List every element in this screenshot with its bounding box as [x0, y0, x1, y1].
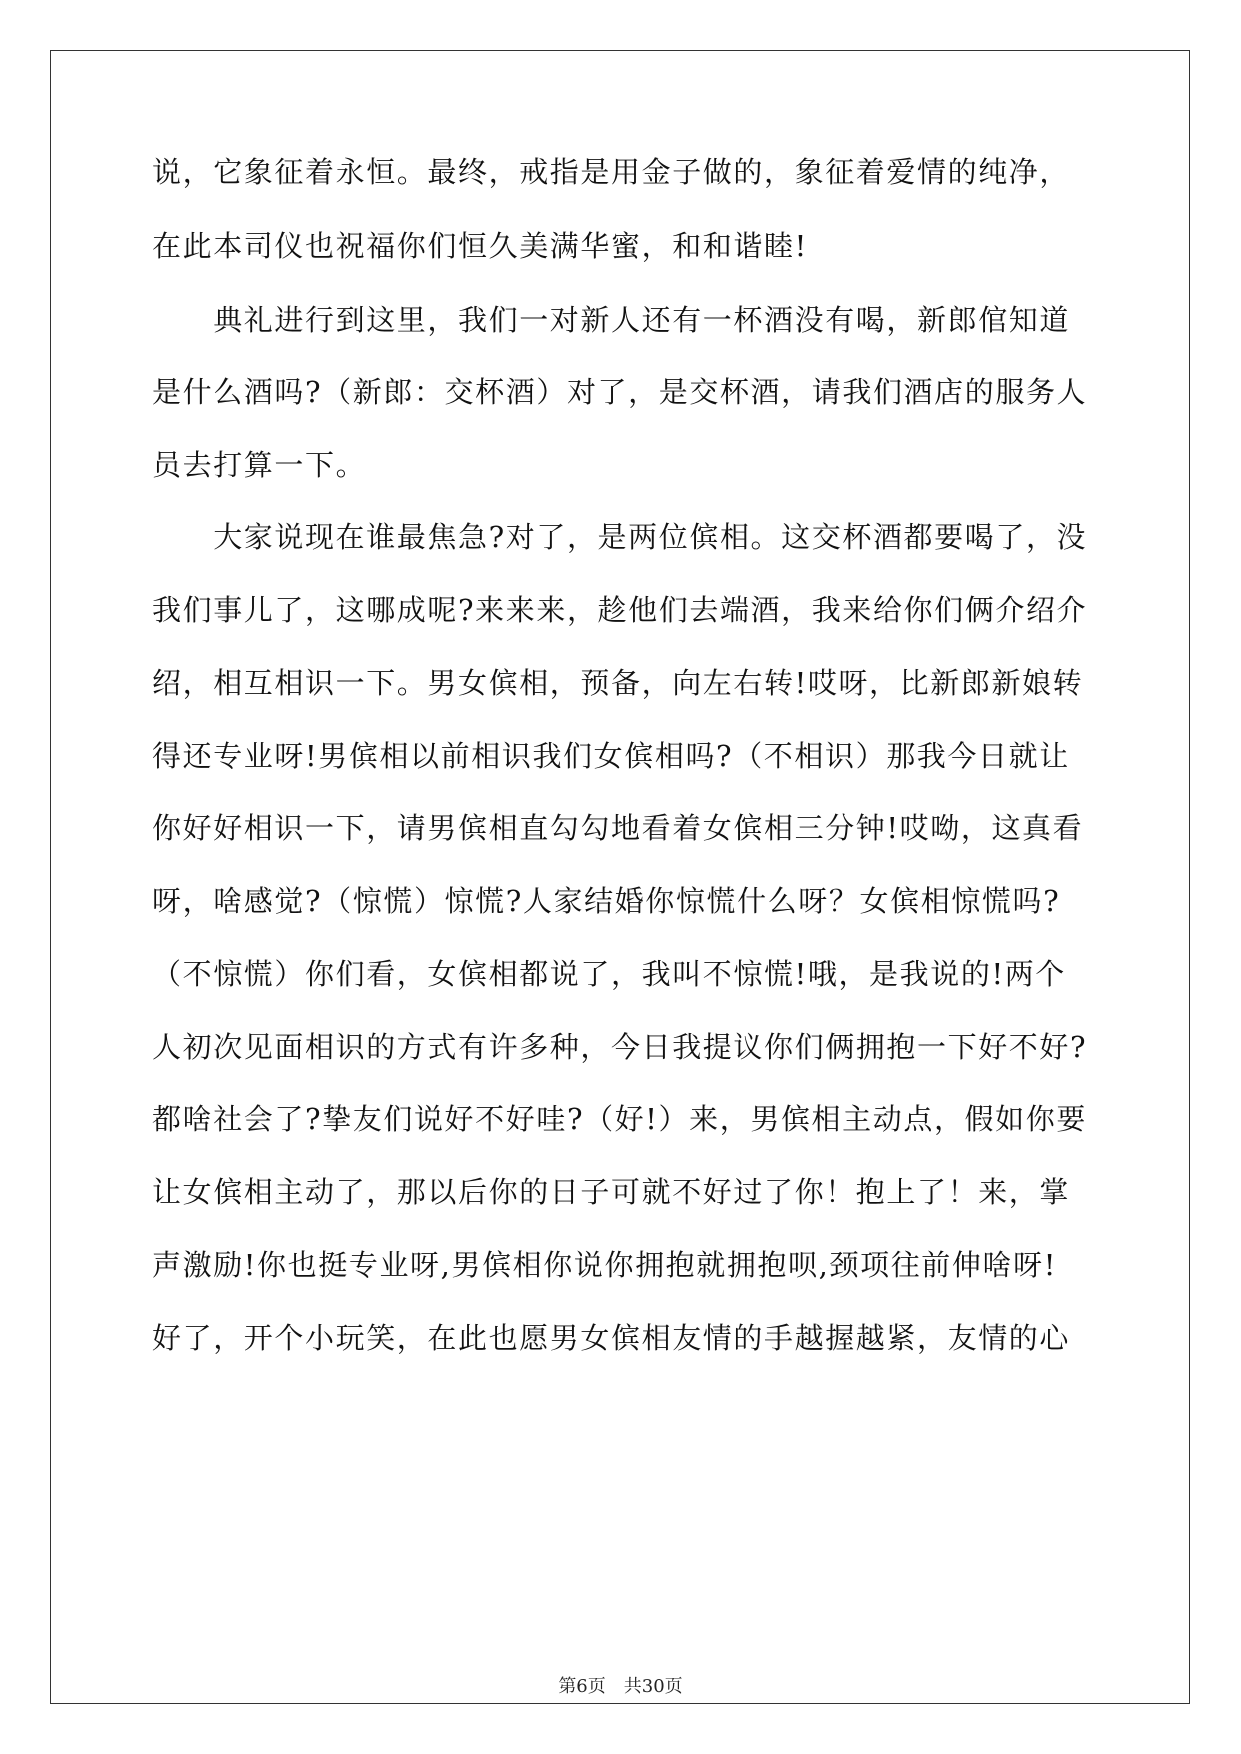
text-line: 我们事儿了，这哪成呢?来来来，趁他们去端酒，我来给你们俩介绍介: [152, 593, 1088, 627]
page-border: [50, 50, 1190, 1704]
text-line: 是什么酒吗?（新郎：交杯酒）对了，是交杯酒，请我们酒店的服务人: [152, 375, 1088, 409]
text-line: 让女傧相主动了，那以后你的日子可就不好过了你！抱上了！来，掌: [152, 1175, 1071, 1209]
text-line: 绍，相互相识一下。男女傧相，预备，向左右转!哎呀，比新郎新娘转: [152, 666, 1084, 700]
text-line: 大家说现在谁最焦急?对了，是两位傧相。这交杯酒都要喝了，没: [152, 520, 1088, 554]
text-line: 得还专业呀!男傧相以前相识我们女傧相吗?（不相识）那我今日就让: [152, 739, 1070, 773]
text-line: 呀，啥感觉?（惊慌）惊慌?人家结婚你惊慌什么呀？女傧相惊慌吗?: [152, 884, 1061, 918]
text-line: 说，它象征着永恒。最终，戒指是用金子做的，象征着爱情的纯净，: [152, 155, 1071, 189]
text-line: 声激励!你也挺专业呀,男傧相你说你拥抱就拥抱呗,颈项往前伸啥呀!: [152, 1248, 1057, 1282]
text-line: 在此本司仪也祝福你们恒久美满华蜜，和和谐睦!: [152, 229, 808, 263]
page-number-footer: 第6页 共30页: [558, 1676, 683, 1697]
text-line: 好了，开个小玩笑，在此也愿男女傧相友情的手越握越紧，友情的心: [152, 1321, 1071, 1355]
text-line: 都啥社会了?挚友们说好不好哇?（好!）来，男傧相主动点，假如你要: [152, 1102, 1087, 1136]
text-line: 人初次见面相识的方式有许多种，今日我提议你们俩拥抱一下好不好?: [152, 1030, 1088, 1064]
text-line: （不惊慌）你们看，女傧相都说了，我叫不惊慌!哦，是我说的!两个: [152, 957, 1066, 991]
text-line: 典礼进行到这里，我们一对新人还有一杯酒没有喝，新郎倌知道: [152, 303, 1071, 337]
text-line: 你好好相识一下，请男傧相直勾勾地看着女傧相三分钟!哎呦，这真看: [152, 811, 1084, 845]
text-line: 员去打算一下。: [152, 448, 367, 482]
